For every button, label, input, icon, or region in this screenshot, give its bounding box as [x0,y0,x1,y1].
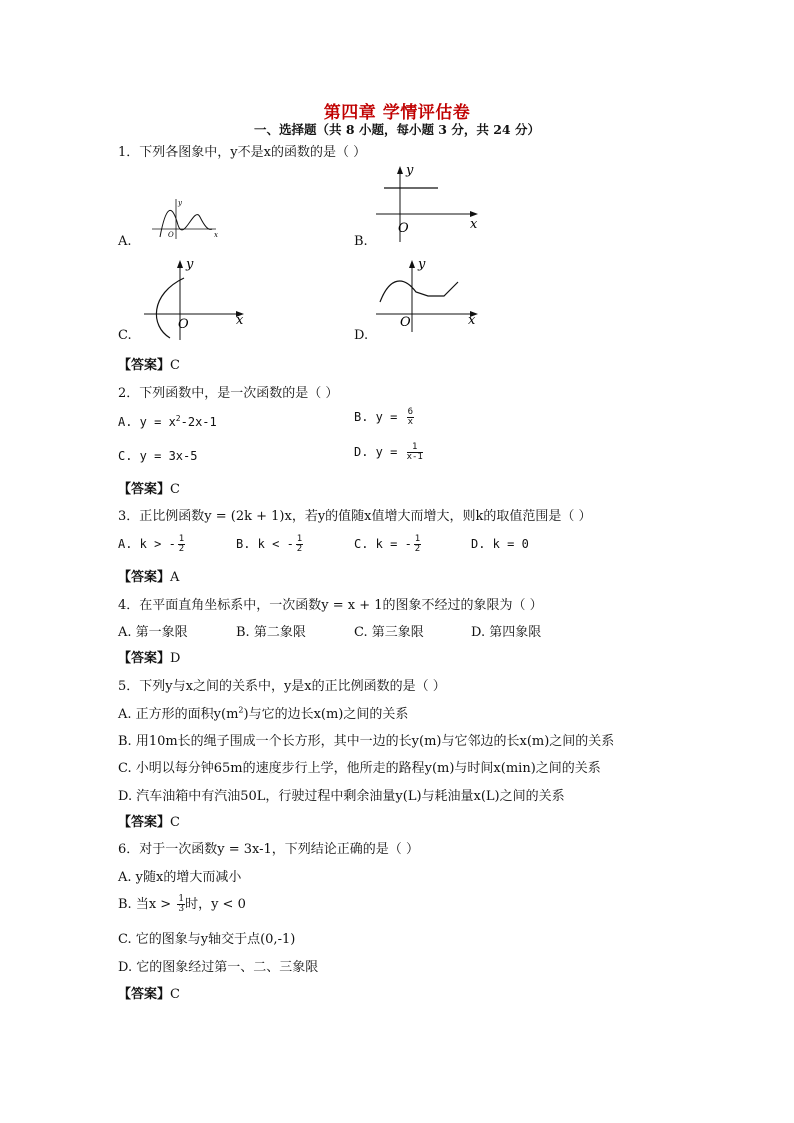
origin-label: O [398,221,409,236]
q2-a-rest: -2x-1 [180,415,217,429]
denominator: x [407,417,414,427]
q4-option-b: B. 第二象限 [236,625,306,640]
q1-graph-c [140,256,250,342]
fraction [178,535,185,554]
q2-option-b [354,408,414,427]
fraction [414,535,421,554]
q6-option-a: A. y随x的增大而减小 [118,870,242,885]
origin-label: O [168,231,174,239]
y-axis-arrow [409,260,415,268]
page-title: 第四章 学情评估卷 [323,103,471,123]
answer-label: 【答案】 [118,987,171,1002]
section-heading: 一、选择题（共 8 小题，每小题 3 分，共 24 分） [254,122,540,137]
y-axis-label: y [418,257,426,272]
numerator: 1 [414,534,421,544]
denominator: 2 [178,544,185,554]
q3-option-c [354,535,421,554]
q2-b-label: B. y = [354,410,398,424]
fraction [407,443,423,462]
origin-label: O [178,317,189,332]
q4-option-a: A. 第一象限 [118,625,188,640]
y-axis-arrow [397,166,403,174]
numerator: 6 [407,407,414,417]
q6-option-b [118,893,246,914]
q2-a-exponent: 2 [175,414,181,423]
question-4-stem: 4．在平面直角坐标系中，一次函数y = x + 1的图象不经过的象限为（ ） [118,598,543,613]
q3-option-a [118,535,185,554]
q4-option-d: D. 第四象限 [471,625,542,640]
y-axis-label: y [186,257,194,272]
answer-2 [118,478,180,497]
q1-option-c-label: C. [118,328,132,343]
q3-b-label: B. k < - [236,537,294,551]
question-5-stem: 5．下列y与x之间的关系中，y是x的正比例函数的是（ ） [118,679,446,694]
denominator: 2 [296,544,303,554]
function-curve [380,281,458,302]
q5-a-exponent: 2 [238,705,244,715]
x-axis-label: x [214,231,218,239]
x-axis-label: x [236,313,244,328]
answer-5 [118,811,180,830]
q2-d-label: D. y = [354,445,398,459]
answer-value: C [170,987,180,1002]
q5-a-post: )与它的边长x(m)之间的关系 [243,707,409,722]
x-axis-label: x [468,313,476,328]
question-2-stem: 2．下列函数中，是一次函数的是（ ） [118,386,339,401]
q3-a-label: A. k > - [118,537,176,551]
q5-option-d: D. 汽车油箱中有汽油50L，行驶过程中剩余油量y(L)与耗油量x(L)之间的关系 [118,789,565,804]
answer-value: D [170,651,181,666]
q6-option-d: D. 它的图象经过第一、二、三象限 [118,960,319,975]
q1-option-b-label: B. [354,234,368,249]
answer-value: C [170,482,180,497]
q1-graph-d [372,256,484,336]
numerator: 1 [178,534,185,544]
answer-1 [118,354,180,373]
answer-value: C [170,358,180,373]
question-1-stem: 1．下列各图象中，y不是x的函数的是（ ） [118,145,367,160]
q6-b-post: 时，y < 0 [185,897,246,912]
fraction [177,895,185,914]
q2-a-label: A. y = x [118,415,176,429]
denominator: x-1 [406,452,423,462]
q5-a-pre: A. 正方形的面积y(m [118,707,239,722]
q3-option-b [236,535,303,554]
y-axis-arrow [177,260,183,268]
q4-option-c: C. 第三象限 [354,625,424,640]
numerator: 1 [296,534,303,544]
denominator: 3 [178,904,185,914]
origin-label: O [400,315,411,330]
answer-label: 【答案】 [118,358,171,373]
q1-option-a-label: A. [118,234,132,249]
q6-b-pre: B. 当x > [118,897,172,912]
numerator: 1 [407,443,423,453]
y-axis-label: y [178,199,182,207]
question-3-stem: 3．正比例函数y = (2k + 1)x，若y的值随x值增大而增大，则k的取值范围是（ ） [118,509,592,524]
fraction [296,535,303,554]
q2-option-a [118,414,217,429]
answer-label: 【答案】 [118,651,171,666]
q1-option-d-label: D. [354,328,369,343]
answer-6 [118,983,180,1002]
q5-option-a [118,703,408,722]
q5-option-c: C. 小明以每分钟65m的速度步行上学，他所走的路程y(m)与时间x(min)之间的关系 [118,761,601,776]
q1-graph-b [370,162,486,248]
question-6-stem: 6．对于一次函数y = 3x-1，下列结论正确的是（ ） [118,842,419,857]
answer-label: 【答案】 [118,570,171,585]
denominator: 2 [414,544,421,554]
x-axis-label: x [470,217,478,232]
q3-option-d: D. k = 0 [471,537,529,551]
q2-option-d [354,443,423,462]
y-axis-label: y [406,163,414,178]
fraction [407,408,414,427]
answer-value: C [170,815,180,830]
q5-option-b: B. 用10m长的绳子围成一个长方形，其中一边的长y(m)与它邻边的长x(m)之间的关系 [118,734,615,749]
answer-label: 【答案】 [118,482,171,497]
q3-c-label: C. k = - [354,537,412,551]
answer-label: 【答案】 [118,815,171,830]
answer-value: A [170,570,180,585]
q6-option-c: C. 它的图象与y轴交于点(0,-1) [118,932,296,947]
numerator: 1 [178,894,185,904]
answer-4 [118,647,180,666]
q2-option-c: C. y = 3x-5 [118,449,198,463]
q1-graph-a [148,195,224,245]
answer-3 [118,566,179,585]
